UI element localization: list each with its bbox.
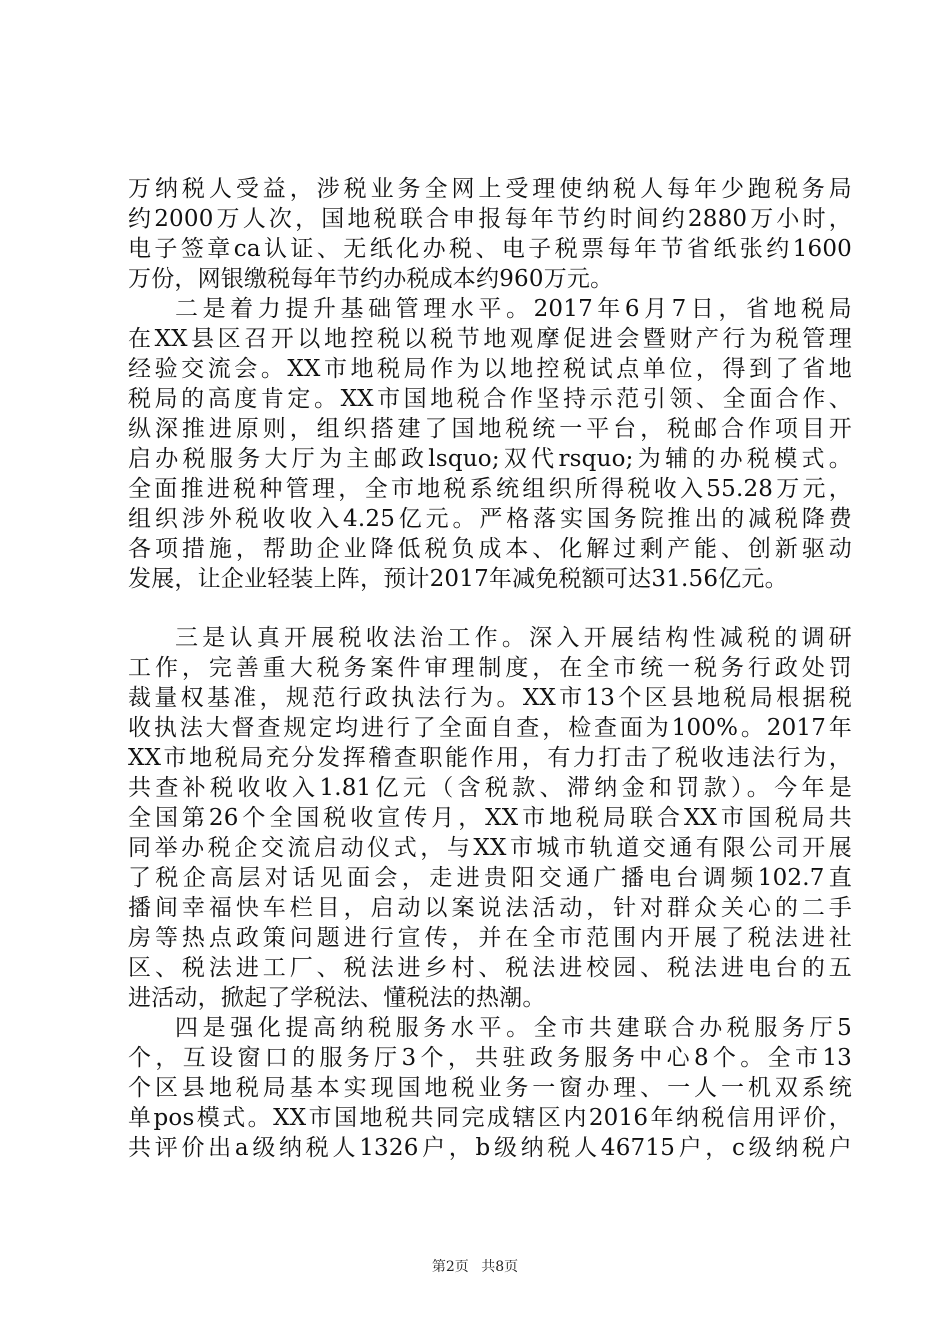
text-line: 二是着力提升基础管理水平。2017年6月7日，省地税局	[175, 296, 852, 322]
page-number: 第2页	[431, 1259, 469, 1275]
text-line: XX市地税局充分发挥稽查职能作用，有力打击了税收违法行为，	[128, 745, 852, 771]
text-line: 经验交流会。XX市地税局作为以地控税试点单位，得到了省地	[128, 356, 852, 382]
text-line: 在XX县区召开以地控税以税节地观摩促进会暨财产行为税管理	[128, 326, 852, 352]
page-total: 共8页	[481, 1259, 519, 1275]
text-line: 发展，让企业轻装上阵，预计2017年减免税额可达31.56亿元。	[128, 566, 788, 592]
text-line: 共查补税收收入1.81亿元（含税款、滞纳金和罚款）。今年是	[128, 775, 852, 801]
text-line: 播间幸福快车栏目，启动以案说法活动，针对群众关心的二手	[128, 895, 852, 921]
text-line: 四是强化提高纳税服务水平。全市共建联合办税服务厅5	[175, 1015, 852, 1041]
text-line: 了税企高层对话见面会，走进贵阳交通广播电台调频102.7直	[128, 865, 852, 891]
paragraph-gap	[128, 594, 852, 623]
text-line: 税局的高度肯定。XX市国地税合作坚持示范引领、全面合作、	[128, 386, 852, 412]
document-body	[128, 174, 852, 1163]
paragraph-two	[128, 294, 852, 594]
text-line: 电子签章ca认证、无纸化办税、电子税票每年节省纸张约1600	[128, 236, 852, 262]
text-line: 纵深推进原则，组织搭建了国地税统一平台，税邮合作项目开	[128, 416, 852, 442]
text-line: 组织涉外税收收入4.25亿元。严格落实国务院推出的减税降费	[128, 506, 852, 532]
text-line: 万份，网银缴税每年节约办税成本约960万元。	[128, 266, 614, 292]
text-line: 同举办税企交流启动仪式，与XX市城市轨道交通有限公司开展	[128, 835, 852, 861]
text-line: 工作，完善重大税务案件审理制度，在全市统一税务行政处罚	[128, 655, 852, 681]
text-line: 个区县地税局基本实现国地税业务一窗办理、一人一机双系统	[128, 1075, 852, 1101]
text-line: 约2000万人次，国地税联合申报每年节约时间约2880万小时，	[128, 206, 852, 232]
text-line: 共评价出a级纳税人1326户，b级纳税人46715户，c级纳税户	[128, 1135, 852, 1161]
text-line: 三是认真开展税收法治工作。深入开展结构性减税的调研	[175, 625, 852, 651]
text-line: 进活动，掀起了学税法、懂税法的热潮。	[128, 985, 546, 1011]
page-footer	[0, 1257, 950, 1277]
text-line: 单pos模式。XX市国地税共同完成辖区内2016年纳税信用评价，	[128, 1105, 852, 1131]
text-line: 万纳税人受益，涉税业务全网上受理使纳税人每年少跑税务局	[128, 176, 852, 202]
text-line: 个，互设窗口的服务厅3个，共驻政务服务中心8个。全市13	[128, 1045, 852, 1071]
text-line: 各项措施，帮助企业降低税负成本、化解过剩产能、创新驱动	[128, 536, 852, 562]
text-line: 区、税法进工厂、税法进乡村、税法进校园、税法进电台的五	[128, 955, 852, 981]
paragraph-four	[128, 1013, 852, 1163]
text-line: 全面推进税种管理，全市地税系统组织所得税收入55.28万元，	[128, 476, 852, 502]
text-line: 启办税服务大厅为主邮政lsquo;双代rsquo;为辅的办税模式。	[128, 446, 852, 472]
text-line: 全国第26个全国税收宣传月，XX市地税局联合XX市国税局共	[128, 805, 852, 831]
text-line: 房等热点政策问题进行宣传，并在全市范围内开展了税法进社	[128, 925, 852, 951]
paragraph-continued	[128, 174, 852, 294]
text-line: 裁量权基准，规范行政执法行为。XX市13个区县地税局根据税	[128, 685, 852, 711]
paragraph-three	[128, 623, 852, 1013]
text-line: 收执法大督查规定均进行了全面自查，检查面为100%。2017年	[128, 715, 852, 741]
